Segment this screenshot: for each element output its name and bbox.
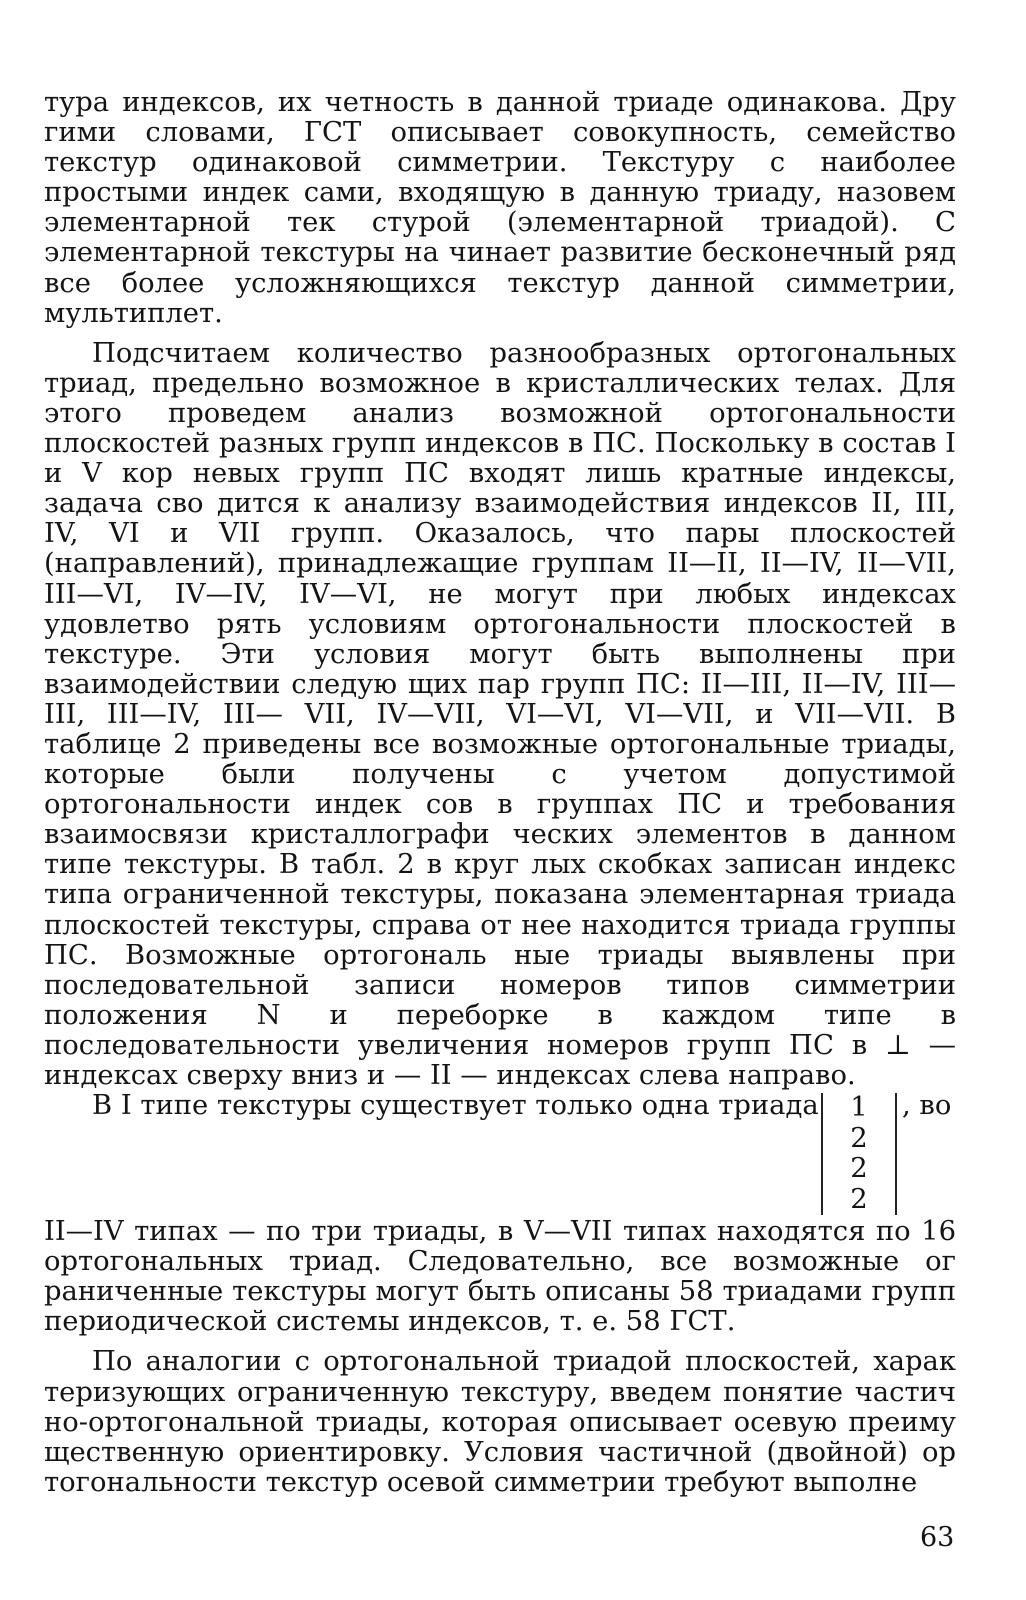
text-line: последовательности увеличения номеров групп ПС в ⊥ —: [44, 1029, 956, 1061]
text-line: но-ортогональной триады, которая описывает осевую преиму: [44, 1406, 956, 1438]
text-line: сов в группах ПС и требования взаимосвязи кристаллографи: [44, 789, 957, 851]
paragraph-1: [44, 88, 956, 329]
text-line: тогональности текстур осевой симметрии требуют выполне: [44, 1466, 918, 1498]
text-line: приведены все возможные ортогональные триады, которые: [44, 728, 956, 791]
text-line: сами, входящую в данную триаду, назовем элементарной тек: [44, 177, 956, 239]
text-line: периодической системы индексов, т. е. 58 ГСТ.: [44, 1306, 736, 1338]
text-line: текстур данной симметрии, мультиплет.: [44, 267, 956, 329]
text-line: II—IV типах — по три триады, в V—VII типах находятся по: [44, 1216, 922, 1248]
text-line: условия могут быть выполнены при взаимодействии следую: [44, 638, 956, 700]
text-line: раниченные текстуры могут быть описаны 58 триадами групп: [44, 1276, 956, 1308]
text-line: стурой (элементарной триадой). С элементарной текстуры на: [44, 207, 956, 269]
triad-intro-text: В I типе текстуры существует только одна триада: [92, 1090, 819, 1122]
text-line: ческих элементов в данном типе текстуры. В табл. 2 в круг: [44, 819, 956, 881]
text-line: были получены с учетом допустимой ортогональности индек: [44, 759, 956, 821]
paragraph-2: [44, 339, 956, 1091]
text-line: от нее находится триада группы ПС. Возможные ортогональ: [44, 909, 956, 971]
text-line: Подсчитаем количество разнообразных ортогональных: [92, 337, 956, 369]
text-line: показана элементарная триада плоскостей текстуры, справа: [44, 879, 956, 941]
text-line: гими словами, ГСТ описывает совокупность, семейство текстур: [44, 117, 956, 179]
text-line: По аналогии с ортогональной триадой плоскостей, харак: [92, 1346, 956, 1378]
text-line: рять условиям ортогональности плоскостей в текстуре. Эти: [44, 608, 956, 670]
text-line: щественную ориентировку. Условия частичной (двойной) ор: [44, 1436, 956, 1468]
text-line: VII групп. Оказалось, что пары плоскостей (направлений),: [44, 518, 956, 580]
text-line: теризующих ограниченную текстуру, введем понятие частич: [44, 1376, 956, 1408]
matrix-entry: 2: [850, 1122, 868, 1154]
text-line: IV—IV, IV—VI, не могут при любых индексах удовлетво: [44, 578, 956, 640]
triad-tail-text: , во: [902, 1090, 952, 1122]
text-line: 16 ортогональных триад. Следовательно, все возможные ог: [44, 1216, 956, 1278]
page-number: 63: [920, 1522, 955, 1553]
text-line: типов симметрии положения N и переборке в каждом типе в: [44, 969, 956, 1031]
page-body: [44, 88, 956, 1498]
text-line: одинаковой симметрии. Текстуру с наиболее простыми индек: [44, 147, 956, 209]
triad-statement: [44, 1091, 956, 1217]
text-line: принадлежащие группам II—II, II—IV, II—VII, III—VI,: [44, 548, 956, 610]
paragraph-4: [44, 1347, 956, 1497]
text-line: этого проведем анализ возможной ортогональности плоскостей: [44, 397, 956, 460]
text-line: триад, предельно возможное в кристаллических телах. Для: [44, 367, 956, 399]
text-line: дится к анализу взаимодействия индексов II, III, IV, VI и: [44, 488, 956, 550]
text-line: индексах сверху вниз и — II — индексах слева направо.: [44, 1060, 856, 1091]
text-line: тура индексов, их четность в данной триаде одинакова. Дру: [44, 87, 956, 118]
text-line: разных групп индексов в ПС. Поскольку в состав I и V кор: [44, 428, 957, 490]
matrix-entry: 2: [850, 1183, 868, 1215]
paragraph-3: [44, 1217, 956, 1337]
text-line: щих пар групп ПС: II—III, II—IV, III—III, III—IV, III—: [44, 668, 956, 730]
text-line: ные триады выявлены при последовательной записи номеров: [44, 939, 956, 1001]
triad-matrix: [821, 1093, 897, 1215]
text-line: лых скобках записан индекс типа ограниченной текстуры,: [44, 849, 956, 911]
matrix-entry: 1: [850, 1092, 868, 1124]
text-line: чинает развитие бесконечный ряд все более усложняющихся: [44, 237, 956, 299]
text-line: невых групп ПС входят лишь кратные индексы, задача сво: [44, 458, 956, 520]
matrix-entry: 2: [850, 1153, 868, 1185]
text-line: VII, IV—VII, VI—VI, VI—VII, и VII—VII. В таблице 2: [44, 698, 956, 760]
